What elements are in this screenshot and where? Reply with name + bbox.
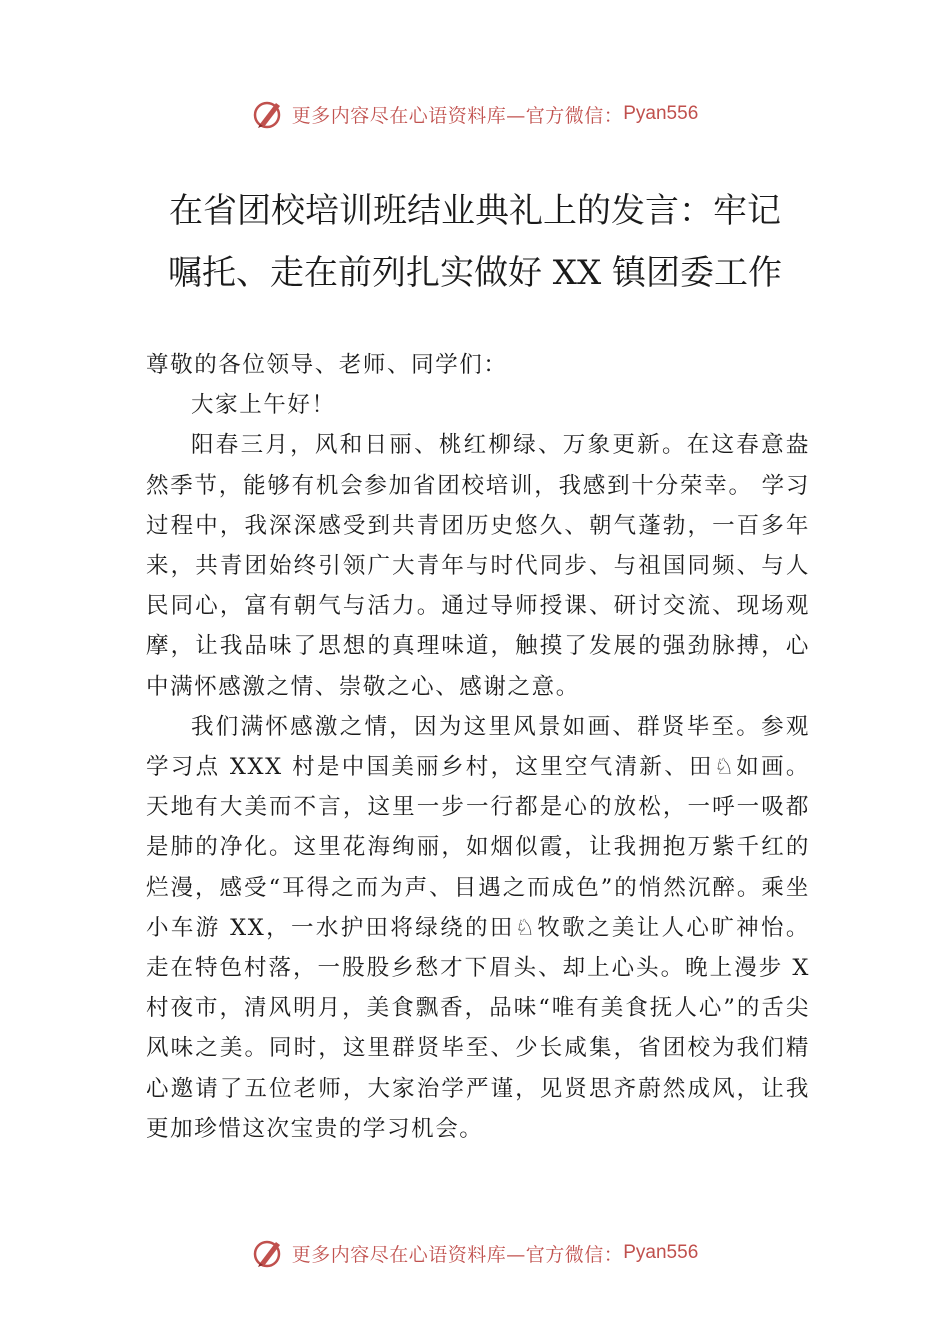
title-line-1: 在省团校培训班结业典礼上的发言：牢记: [169, 191, 781, 231]
title-line-2: 嘱托、走在前列扎实做好 XX 镇团委工作: [167, 253, 783, 293]
salutation: 尊敬的各位领导、老师、同学们：: [146, 352, 508, 378]
watermark-text: 更多内容尽在心语资料库—官方微信：: [291, 104, 624, 127]
document-body: [146, 345, 810, 1149]
watermark-wechat: Pyan556: [623, 1242, 699, 1263]
watermark-wechat: Pyan556: [623, 103, 699, 124]
paragraph-1: 阳春三月，风和日丽、桃红柳绿、万象更新。在这春意盎然季节，能够有机会参加省团校培训，我感到十分荣幸。 学习过程中，我深深感受到共青团历史悠久、朝气蓬勃，一百多年来，共青团始终引领广大青年与时代同步、与祖国同频、与人民同心，富有朝气与活力。通过导师授课、研讨交流、现场观摩，让我品味了思想的真理味道，触摸了发展的强劲脉搏，心中满怀感激之情、崇敬之心、感谢之意。: [146, 432, 810, 700]
watermark-text: 更多内容尽在心语资料库—官方微信：: [291, 1243, 624, 1266]
document-title: [120, 180, 830, 304]
pen-logo-icon: [252, 97, 286, 131]
paragraph-2: 我们满怀感激之情，因为这里风景如画、群贤毕至。参观学习点 XXX 村是中国美丽乡村，这里空气清新、田♘如画。天地有大美而不言，这里一步一行都是心的放松，一呼一吸都是肺的净化。这里花海绚丽，如烟似霞，让我拥抱万紫千红的烂漫，感受“耳得之而为声、目遇之而成色”的悄然沉醉。乘坐小车游 XX，一水护田将绿绕的田♘牧歌之美让人心旷神怡。走在特色村落，一股股乡愁才下眉头、却上心头。晚上漫步 X 村夜市，清风明月，美食飘香，品味“唯有美食抚人心”的舌尖风味之美。同时，这里群贤毕至、少长咸集，省团校为我们精心邀请了五位老师，大家治学严谨，见贤思齐蔚然成风，让我更加珍惜这次宝贵的学习机会。: [146, 713, 810, 1142]
footer-watermark: [0, 1233, 950, 1273]
pen-logo-icon: [252, 1236, 286, 1270]
header-watermark: [0, 94, 950, 134]
greeting: 大家上午好！: [191, 392, 336, 419]
